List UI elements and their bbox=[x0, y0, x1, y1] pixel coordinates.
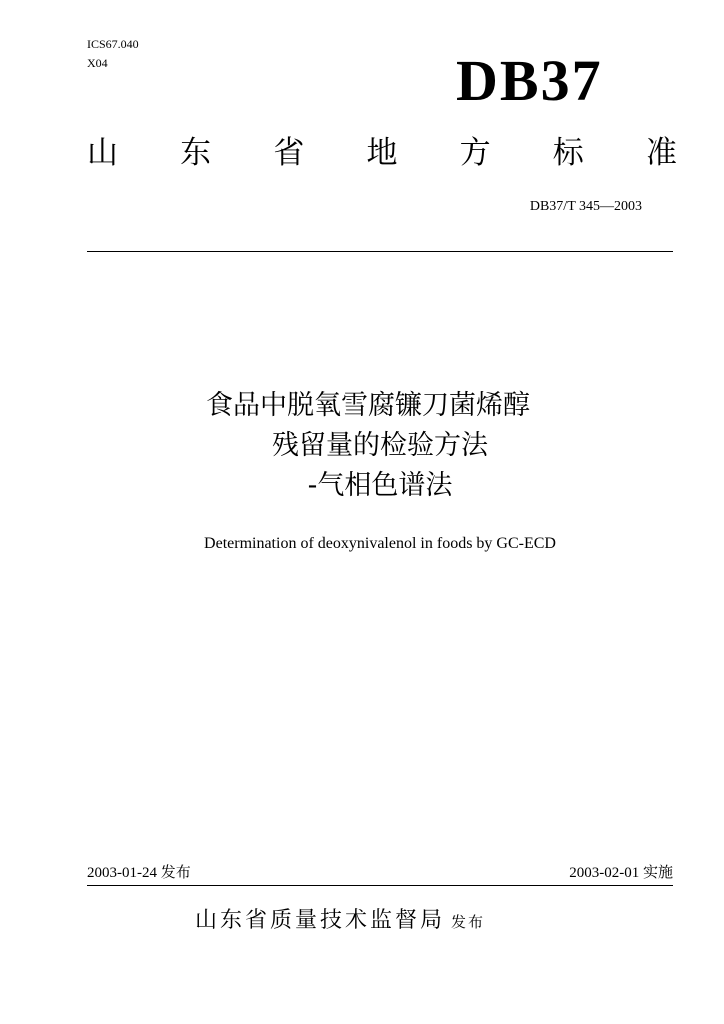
standard-type-char: 东 bbox=[180, 135, 212, 171]
english-title: Determination of deoxynivalenol in foods by GC-ECD bbox=[204, 535, 556, 552]
title-line-1: 食品中脱氧雪腐镰刀菌烯醇 bbox=[206, 390, 530, 421]
standard-type-char: 省 bbox=[273, 135, 305, 171]
publish-date: 2003-01-24 发布 bbox=[87, 865, 191, 881]
issuer-line bbox=[195, 906, 485, 937]
standard-type-char: 地 bbox=[366, 135, 398, 171]
title-line-3: -气相色谱法 bbox=[307, 470, 453, 501]
footer-divider bbox=[87, 885, 673, 886]
standard-number: DB37/T 345—2003 bbox=[529, 199, 642, 214]
standard-type-char: 方 bbox=[459, 135, 491, 171]
document-title bbox=[87, 386, 673, 506]
issuer-suffix: 发布 bbox=[451, 913, 486, 931]
ics-code: ICS67.040 bbox=[87, 37, 139, 51]
standard-type-char: 准 bbox=[645, 135, 677, 171]
issuer-name: 山东省质量技术监督局 bbox=[195, 908, 446, 933]
standard-type-title bbox=[87, 134, 677, 172]
title-line-2: 残留量的检验方法 bbox=[272, 430, 488, 461]
implement-date: 2003-02-01 实施 bbox=[569, 865, 673, 881]
standard-type-char: 山 bbox=[87, 135, 118, 171]
classification-code: X04 bbox=[87, 56, 108, 70]
standard-type-char: 标 bbox=[552, 135, 584, 171]
header-divider bbox=[87, 251, 673, 252]
db37-logo: DB37 bbox=[456, 48, 603, 113]
